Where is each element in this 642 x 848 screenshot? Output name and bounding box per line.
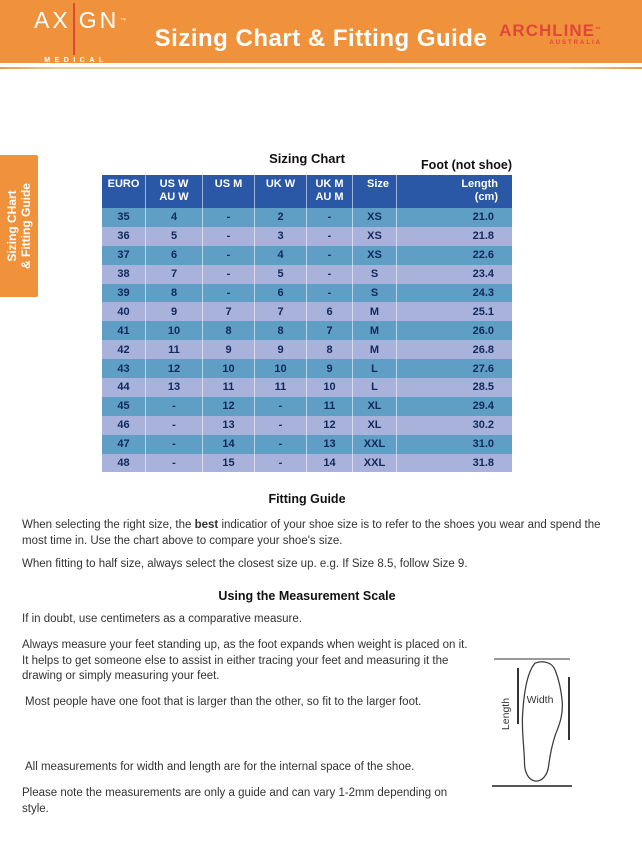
table-cell: - (203, 246, 255, 265)
table-row (102, 284, 512, 303)
table-cell: - (307, 208, 353, 227)
table-cell: - (146, 454, 203, 473)
table-cell: 30.2 (472, 419, 494, 432)
fitting-guide-heading: Fitting Guide (268, 492, 346, 506)
table-cell: S (353, 265, 397, 284)
fitting-guide-paragraph-2: When fitting to half size, always select the closest size up. e.g. If Size 8.5, follow Size 9. (22, 558, 468, 570)
table-cell: M (353, 321, 397, 340)
table-row (102, 454, 512, 473)
table-cell: 26.0 (472, 324, 494, 337)
header-divider-line (0, 67, 642, 69)
foot-outline-drawing (510, 658, 568, 786)
table-cell: - (203, 208, 255, 227)
table-cell: 7 (255, 302, 307, 321)
fitting-guide-paragraph-1 (22, 518, 622, 549)
table-cell: 43 (102, 359, 146, 378)
table-row (102, 435, 512, 454)
table-cell: - (307, 265, 353, 284)
table-cell: 37 (102, 246, 146, 265)
table-cell: 11 (255, 378, 307, 397)
measurement-paragraph-1: If in doubt, use centimeters as a comparative measure. (22, 613, 302, 625)
table-cell: - (255, 397, 307, 416)
header-bar (0, 0, 642, 63)
table-row (102, 359, 512, 378)
table-cell: XL (353, 416, 397, 435)
table-cell: 35 (102, 208, 146, 227)
table-cell: 12 (146, 359, 203, 378)
table-cell: - (146, 416, 203, 435)
table-cell: 48 (102, 454, 146, 473)
table-row (102, 265, 512, 284)
table-cell: 10 (307, 378, 353, 397)
table-cell: 4 (146, 208, 203, 227)
table-cell: XS (353, 208, 397, 227)
table-cell: XS (353, 246, 397, 265)
table-cell: 21.8 (472, 230, 494, 243)
table-cell: 6 (255, 284, 307, 303)
table-cell: - (307, 246, 353, 265)
table-cell: - (203, 227, 255, 246)
table-cell: 9 (203, 340, 255, 359)
column-header: Length (cm) (461, 178, 498, 203)
table-cell: - (307, 227, 353, 246)
table-cell: 10 (146, 321, 203, 340)
table-cell: 13 (146, 378, 203, 397)
table-cell: 10 (255, 359, 307, 378)
table-cell: 3 (255, 227, 307, 246)
table-row (102, 340, 512, 359)
table-cell: 44 (102, 378, 146, 397)
table-cell: XXL (353, 435, 397, 454)
column-header: Size (353, 175, 397, 208)
table-cell: 11 (146, 340, 203, 359)
table-cell: L (353, 359, 397, 378)
table-cell: 40 (102, 302, 146, 321)
table-cell: 42 (102, 340, 146, 359)
table-cell: - (255, 435, 307, 454)
table-row (102, 208, 512, 227)
table-cell: 27.6 (472, 362, 494, 375)
table-cell: 29.4 (472, 400, 494, 413)
table-cell: 8 (146, 284, 203, 303)
table-cell: 14 (307, 454, 353, 473)
table-header-row (102, 175, 512, 208)
table-cell: - (146, 435, 203, 454)
table-cell: 9 (255, 340, 307, 359)
table-row (102, 246, 512, 265)
table-cell: M (353, 302, 397, 321)
table-cell: 31.8 (472, 457, 494, 470)
table-row (102, 416, 512, 435)
table-cell: 23.4 (472, 268, 494, 281)
table-cell: 39 (102, 284, 146, 303)
side-tab-label-line2: & Fitting Guide (19, 183, 33, 269)
table-cell: XS (353, 227, 397, 246)
measurement-paragraph-4: All measurements for width and length are for the internal space of the shoe. (25, 761, 415, 773)
axign-logo-subtext: MEDICAL (44, 57, 108, 64)
paragraph-text: indicatior of your shoe size is to refer to the shoes you wear and spend the most time in. Use the chart above to compare your shoe's size. (22, 519, 601, 547)
table-cell: 5 (255, 265, 307, 284)
table-cell: 46 (102, 416, 146, 435)
table-cell: 7 (307, 321, 353, 340)
table-cell: - (203, 284, 255, 303)
side-tab-sizing-chart (0, 155, 38, 297)
axign-logo-text-right: GN (78, 7, 120, 33)
table-cell: 10 (203, 359, 255, 378)
table-cell: M (353, 340, 397, 359)
table-cell: 8 (307, 340, 353, 359)
table-cell: 7 (146, 265, 203, 284)
table-row (102, 397, 512, 416)
table-cell: 28.5 (472, 381, 494, 394)
table-cell: 41 (102, 321, 146, 340)
table-cell: 36 (102, 227, 146, 246)
side-tab-label-line1: Sizing CHart (5, 190, 19, 262)
table-cell: 14 (203, 435, 255, 454)
diagram-width-right-bar (568, 677, 570, 740)
table-cell: S (353, 284, 397, 303)
table-cell: 26.8 (472, 343, 494, 356)
table-cell: 5 (146, 227, 203, 246)
table-cell: XL (353, 397, 397, 416)
table-cell: 6 (146, 246, 203, 265)
table-cell: 13 (203, 416, 255, 435)
table-cell: 11 (307, 397, 353, 416)
measurement-paragraph-5: Please note the measurements are only a guide and can vary 1-2mm depending on style. (22, 787, 448, 815)
table-row (102, 302, 512, 321)
table-cell: 13 (307, 435, 353, 454)
table-cell: - (307, 284, 353, 303)
width-label: Width (526, 694, 554, 706)
table-cell: 25.1 (472, 305, 494, 318)
table-cell: 2 (255, 208, 307, 227)
table-cell: 22.6 (472, 249, 494, 262)
length-label: Length (500, 697, 512, 731)
table-row (102, 321, 512, 340)
table-cell: 12 (203, 397, 255, 416)
column-header: US M (203, 175, 255, 208)
measurement-scale-heading: Using the Measurement Scale (218, 589, 396, 603)
table-cell: - (255, 416, 307, 435)
column-header: EURO (102, 175, 146, 208)
column-header: US W AU W (146, 175, 203, 208)
table-cell: 8 (255, 321, 307, 340)
table-cell: - (146, 397, 203, 416)
trademark-symbol: ™ (120, 18, 130, 24)
page-title: Sizing Chart & Fitting Guide (154, 25, 488, 52)
table-cell: 12 (307, 416, 353, 435)
foot-measurement-diagram (488, 648, 610, 793)
archline-logo-subtext: AUSTRALIA (549, 40, 602, 46)
axign-logo-text-left: AX (34, 7, 71, 33)
table-cell: 9 (146, 302, 203, 321)
table-cell: 4 (255, 246, 307, 265)
foot-not-shoe-label: Foot (not shoe) (421, 158, 512, 172)
archline-logo-text: ARCHLINE (499, 21, 595, 40)
column-header: UK W (255, 175, 307, 208)
table-row (102, 378, 512, 397)
paragraph-text: When selecting the right size, the (22, 519, 195, 531)
sizing-table (102, 175, 512, 472)
trademark-symbol: ™ (595, 27, 602, 33)
table-cell: XXL (353, 454, 397, 473)
table-cell: 11 (203, 378, 255, 397)
table-cell: 6 (307, 302, 353, 321)
table-row (102, 227, 512, 246)
table-cell: 24.3 (472, 287, 494, 299)
table-body (102, 208, 512, 472)
archline-logo (499, 22, 602, 46)
table-cell: 38 (102, 265, 146, 284)
table-cell: 45 (102, 397, 146, 416)
table-cell: 21.0 (472, 211, 494, 224)
table-cell: L (353, 378, 397, 397)
table-cell: 9 (307, 359, 353, 378)
measurement-paragraph-2: Always measure your feet standing up, as the foot expands when weight is placed on it. It helps to get someone else to assist in either tracing your feet and measuring it the drawing or simply measuring your feet. (22, 639, 468, 682)
table-cell: 8 (203, 321, 255, 340)
table-cell: 15 (203, 454, 255, 473)
sizing-chart-heading: Sizing Chart (269, 151, 345, 166)
table-cell: 7 (203, 302, 255, 321)
paragraph-bold-text: best (194, 519, 219, 531)
table-cell: 47 (102, 435, 146, 454)
measurement-paragraph-3: Most people have one foot that is larger than the other, so fit to the larger foot. (25, 696, 422, 708)
table-cell: - (255, 454, 307, 473)
table-cell: - (203, 265, 255, 284)
table-cell: 31.0 (472, 438, 494, 451)
column-header: UK M AU M (307, 175, 353, 208)
